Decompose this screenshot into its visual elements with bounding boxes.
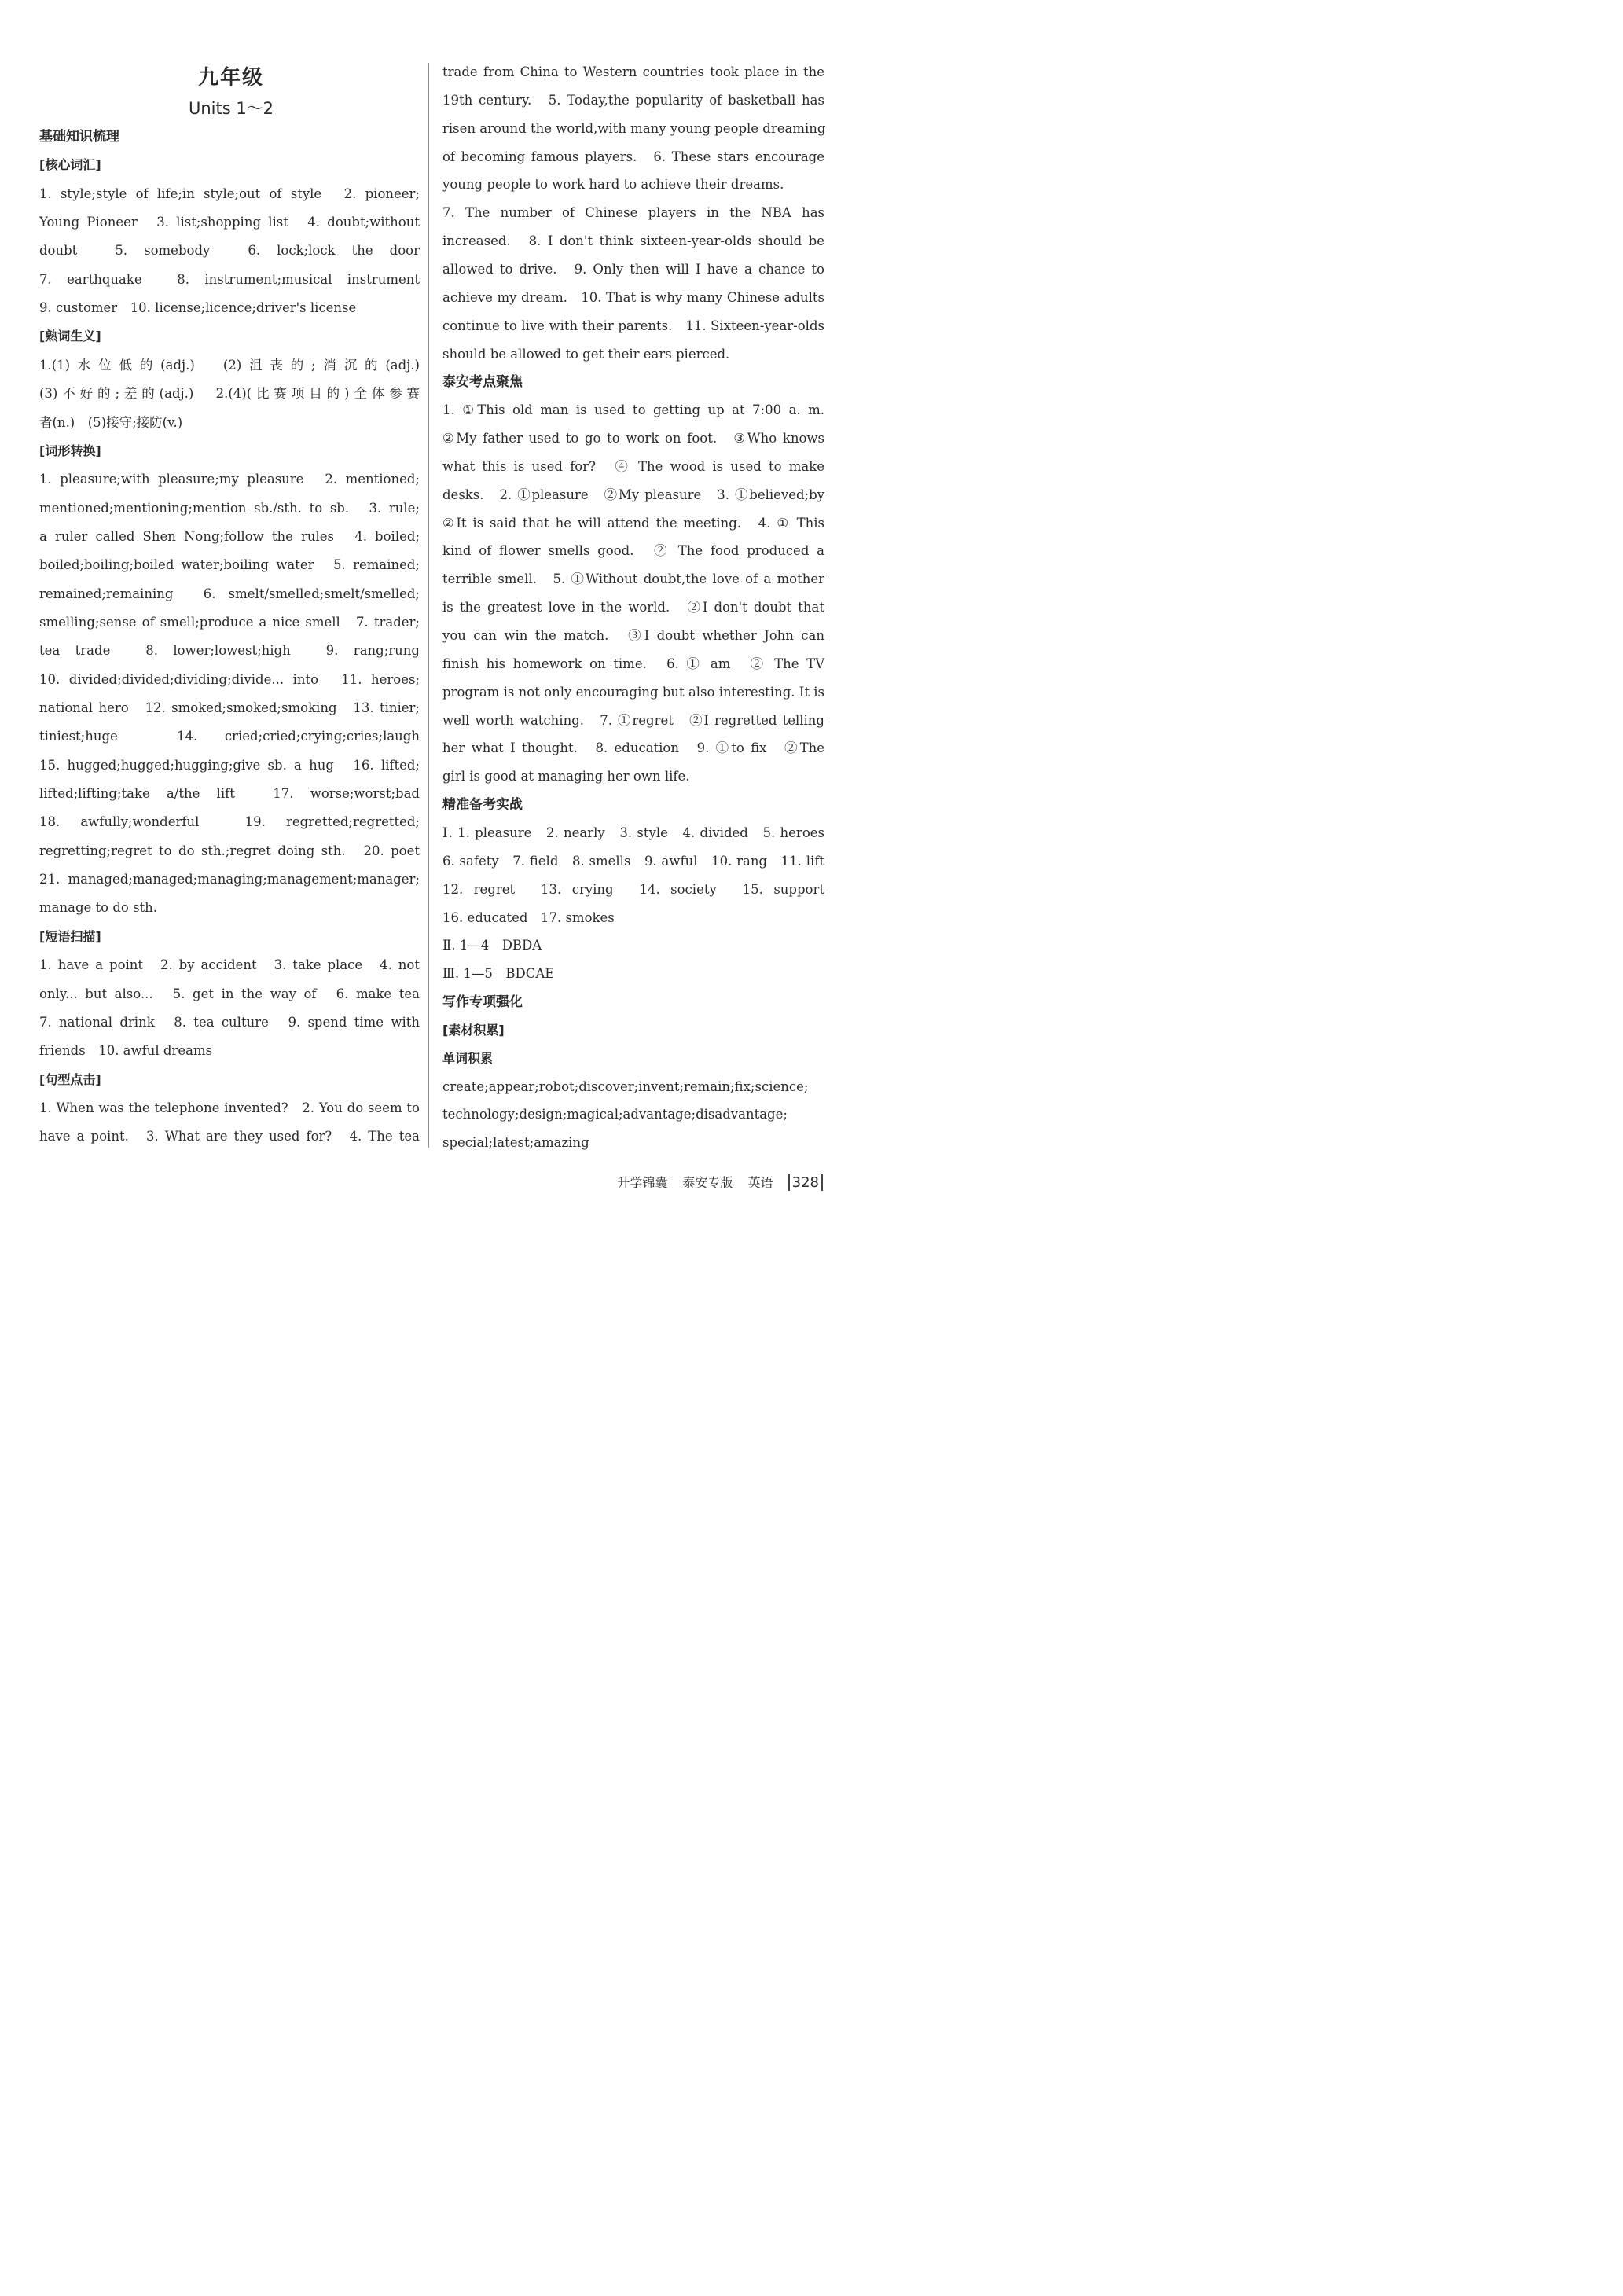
text-line: create;appear;robot;discover;invent;remain;fix;science;	[442, 1078, 809, 1094]
text-line: young people to work hard to achieve their dreams.	[442, 177, 784, 193]
text-line: 19th century. 5. Today,the popularity of basketball has	[442, 92, 824, 108]
section-heading: 精准备考实战	[442, 797, 523, 814]
text-line: 21. managed;managed;managing;management;manager;	[39, 872, 420, 887]
subsection-heading: [素材积累]	[442, 1022, 505, 1038]
text-line: finish his homework on time. 6. ① am ② The TV	[442, 656, 824, 671]
text-line: girl is good at managing her own life.	[442, 769, 690, 784]
text-line: you can win the match. ③I doubt whether John can	[442, 628, 824, 643]
text-line: of becoming famous players. 6. These stars encourage	[442, 149, 824, 164]
text-line: 7. earthquake 8. instrument;musical instrument	[39, 271, 420, 287]
text-line: regretting;regret to do sth.;regret doing sth. 20. poet	[39, 843, 420, 858]
text-line: 15. hugged;hugged;hugging;give sb. a hug 16. lifted;	[39, 757, 420, 773]
text-line: have a point. 3. What are they used for? 4. The tea	[39, 1129, 420, 1144]
units-title: Units 1～2	[188, 99, 274, 118]
text-line: continue to live with their parents. 11. Sixteen-year-olds	[442, 318, 824, 333]
text-line: is the greatest love in the world. ②I don't doubt that	[442, 600, 824, 615]
text-line: trade from China to Western countries took place in the	[442, 64, 824, 79]
text-line: remained;remaining 6. smelt/smelled;smelt/smelled;	[39, 586, 420, 601]
text-line: 16. educated 17. smokes	[442, 909, 615, 925]
text-line: boiled;boiling;boiled water;boiling water 5. remained;	[39, 557, 420, 573]
text-line: terrible smell. 5. ①Without doubt,the love of a mother	[442, 571, 824, 587]
subsection-heading: [熟词生义]	[39, 329, 101, 344]
text-line: Ⅱ. 1—4 DBDA	[442, 938, 542, 953]
text-line: 12. regret 13. crying 14. society 15. support	[442, 881, 824, 897]
text-line: 9. customer 10. license;licence;driver's license	[39, 300, 357, 316]
text-line: 1. When was the telephone invented? 2. You do seem to	[39, 1100, 420, 1115]
text-line: ②It is said that he will attend the meeting. 4. ① This	[442, 515, 824, 531]
text-line: Ⅲ. 1—5 BDCAE	[442, 966, 555, 982]
text-line: only... but also... 5. get in the way of 6. make tea	[39, 986, 420, 1001]
text-line: allowed to drive. 9. Only then will I have a chance to	[442, 261, 824, 277]
text-line: mentioned;mentioning;mention sb./sth. to sb. 3. rule;	[39, 500, 420, 516]
text-line: doubt 5. somebody 6. lock;lock the door	[39, 243, 420, 259]
text-line: 1. have a point 2. by accident 3. take place 4. not	[39, 957, 420, 973]
text-line: desks. 2. ①pleasure ②My pleasure 3. ①believed;by	[442, 487, 824, 502]
text-line: what this is used for? ④ The wood is used to make	[442, 458, 824, 474]
column-divider	[428, 63, 429, 1148]
section-heading: 基础知识梳理	[39, 129, 119, 145]
text-line: her what I thought. 8. education 9. ①to fix ②The	[442, 740, 824, 756]
text-line: smelling;sense of smell;produce a nice smell 7. trader;	[39, 614, 420, 630]
subsection-heading: [核心词汇]	[39, 157, 101, 173]
page-footer	[606, 1173, 823, 1191]
text-line: 1. pleasure;with pleasure;my pleasure 2. mentioned;	[39, 472, 420, 487]
text-line: 1. style;style of life;in style;out of style 2. pioneer;	[39, 186, 420, 201]
subsection-heading: [短语扫描]	[39, 928, 101, 944]
text-line: 1.(1)水位低的(adj.) (2)沮丧的;消沉的(adj.)	[39, 357, 420, 373]
grade-title: 九年级	[197, 66, 264, 90]
subsection-heading: [句型点击]	[39, 1071, 101, 1087]
text-line: lifted;lifting;take a/the lift 17. worse;worst;bad	[39, 786, 420, 802]
text-line: friends 10. awful dreams	[39, 1043, 213, 1059]
text-line: tea trade 8. lower;lowest;high 9. rang;rung	[39, 643, 420, 659]
text-line: ②My father used to go to work on foot. ③Who knows	[442, 431, 824, 446]
text-line: risen around the world,with many young people dreaming	[442, 120, 826, 136]
text-line: manage to do sth.	[39, 900, 158, 916]
section-heading: 写作专项强化	[442, 994, 523, 1011]
text-line: 者(n.) (5)接守;接防(v.)	[39, 414, 183, 430]
text-line: program is not only encouraging but also interesting. It is	[442, 684, 824, 700]
section-heading: 泰安考点聚焦	[442, 374, 523, 391]
subsection-heading: 单词积累	[442, 1050, 494, 1066]
footer-subject: 英语	[747, 1175, 773, 1190]
text-line: 18. awfully;wonderful 19. regretted;regretted;	[39, 814, 420, 830]
page-number: 328	[788, 1174, 823, 1191]
text-line: 7. national drink 8. tea culture 9. spend time with	[39, 1014, 420, 1030]
text-line: should be allowed to get their ears pierced.	[442, 346, 730, 362]
text-line: (3)不好的;差的(adj.) 2.(4)(比赛项目的)全体参赛	[39, 386, 420, 402]
subsection-heading: [词形转换]	[39, 443, 101, 458]
text-line: national hero 12. smoked;smoked;smoking 13. tinier;	[39, 700, 420, 715]
text-line: technology;design;magical;advantage;disadvantage;	[442, 1107, 788, 1122]
text-line: well worth watching. 7. ①regret ②I regretted telling	[442, 712, 824, 728]
text-line: special;latest;amazing	[442, 1135, 589, 1151]
text-line: tiniest;huge 14. cried;cried;crying;cries;laugh	[39, 729, 420, 744]
text-line: Ⅰ. 1. pleasure 2. nearly 3. style 4. divided 5. heroes	[442, 825, 824, 840]
text-line: kind of flower smells good. ② The food produced a	[442, 543, 824, 559]
text-line: 1. ①This old man is used to getting up at 7:00 a. m.	[442, 402, 824, 418]
text-line: Young Pioneer 3. list;shopping list 4. doubt;without	[39, 215, 420, 230]
footer-edition: 泰安专版	[682, 1175, 733, 1190]
text-line: a ruler called Shen Nong;follow the rules 4. boiled;	[39, 528, 420, 544]
text-line: achieve my dream. 10. That is why many Chinese adults	[442, 289, 824, 305]
text-line: 6. safety 7. field 8. smells 9. awful 10. rang 11. lift	[442, 853, 824, 869]
text-line: increased. 8. I don't think sixteen-year-olds should be	[442, 233, 824, 249]
text-line: 7. The number of Chinese players in the NBA has	[442, 205, 824, 221]
text-line: 10. divided;divided;dividing;divide... into 11. heroes;	[39, 671, 420, 687]
footer-book: 升学锦囊	[617, 1175, 668, 1190]
